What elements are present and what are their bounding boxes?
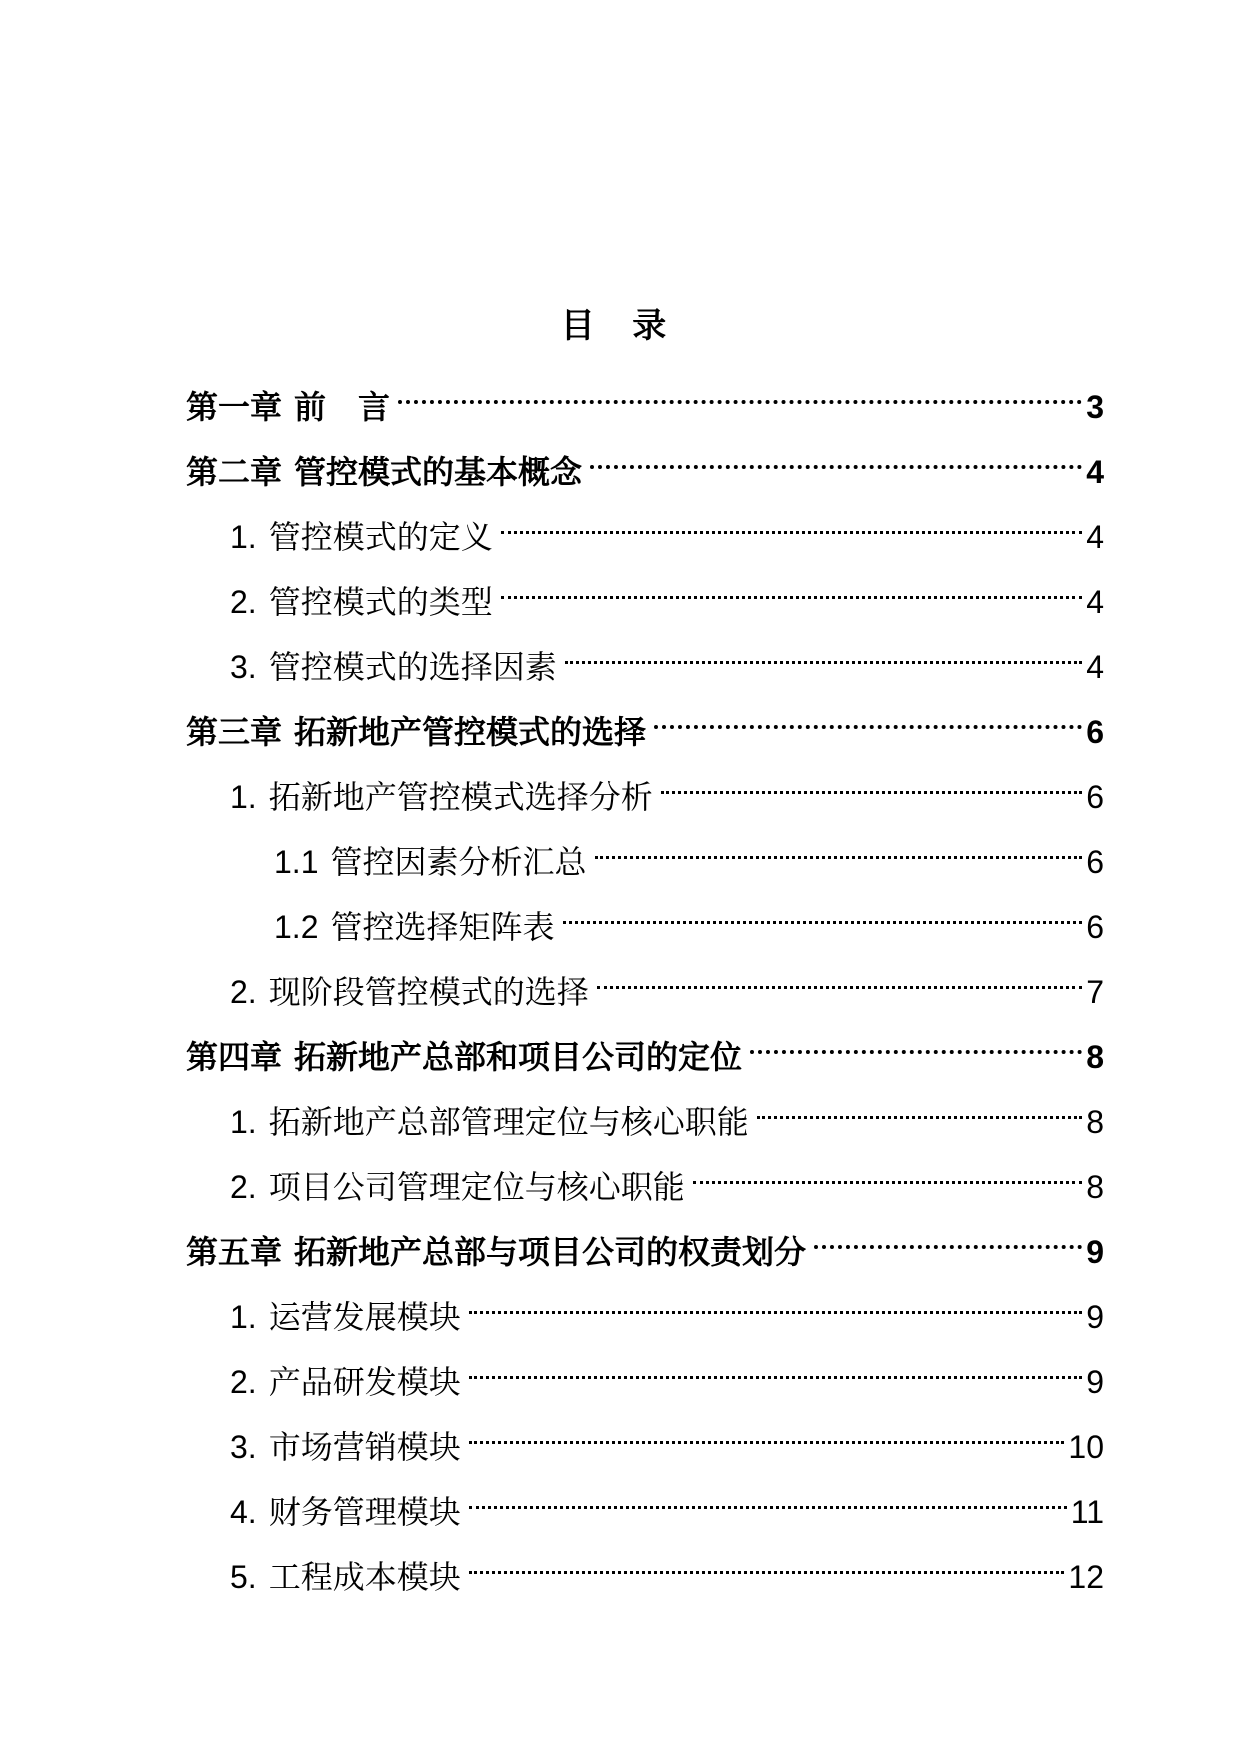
toc-entry-heading	[230, 509, 501, 565]
toc-page-number: 6	[1086, 909, 1104, 945]
toc-entry-number: 2.	[230, 974, 257, 1010]
toc-dot-leader	[590, 427, 1082, 483]
toc-page-number: 10	[1068, 1429, 1104, 1465]
toc-entry-number: 2.	[230, 1169, 257, 1205]
toc-page-number: 4	[1086, 454, 1104, 490]
toc-entry-title: 管控因素分析汇总	[330, 844, 587, 880]
toc-entry-heading	[230, 1289, 469, 1345]
toc-entry-level-2[interactable]	[186, 1272, 1104, 1337]
toc-entry-heading	[230, 1549, 469, 1605]
toc-entry-level-2[interactable]	[186, 1402, 1104, 1467]
toc-entry-number: 5.	[230, 1559, 257, 1595]
toc-entry-number: 3.	[230, 649, 257, 685]
toc-dot-leader	[693, 1142, 1083, 1198]
toc-entry-title: 运营发展模块	[268, 1299, 461, 1335]
toc-entry-level-2[interactable]	[186, 557, 1104, 622]
toc-entry-heading	[274, 899, 563, 955]
toc-entry-title: 工程成本模块	[268, 1559, 461, 1595]
toc-entry-number: 1.	[230, 1299, 257, 1335]
toc-entry-title: 拓新地产总部管理定位与核心职能	[268, 1104, 749, 1140]
toc-page-number: 4	[1086, 584, 1104, 620]
toc-entry-heading	[230, 1159, 693, 1215]
toc-entry-title: 管控模式的基本概念	[294, 454, 583, 490]
toc-dot-leader	[398, 362, 1082, 418]
toc-entry-number: 第二章	[186, 454, 283, 490]
toc-dot-leader	[814, 1207, 1082, 1263]
toc-entry-heading	[230, 1484, 469, 1540]
toc-page-number: 8	[1086, 1039, 1104, 1075]
toc-entry-heading	[230, 574, 501, 630]
toc-page-number: 4	[1086, 649, 1104, 685]
toc-entry-number: 第四章	[186, 1039, 283, 1075]
toc-page-number: 6	[1086, 714, 1104, 750]
toc-entry-title: 管控模式的定义	[268, 519, 493, 555]
toc-dot-leader	[595, 817, 1083, 873]
toc-dot-leader	[757, 1077, 1083, 1133]
toc-dot-leader	[750, 1012, 1082, 1068]
toc-entry-number: 1.	[230, 779, 257, 815]
toc-entry-heading	[186, 379, 398, 435]
toc-entry-heading	[230, 1354, 469, 1410]
toc-entry-title: 管控模式的类型	[268, 584, 493, 620]
toc-entry-level-2[interactable]	[186, 947, 1104, 1012]
toc-entry-title: 财务管理模块	[268, 1494, 461, 1530]
toc-entry-number: 2.	[230, 584, 257, 620]
toc-page-number: 12	[1068, 1559, 1104, 1595]
toc-entry-level-2[interactable]	[186, 1142, 1104, 1207]
toc-page-number: 7	[1086, 974, 1104, 1010]
toc-entry-number: 1.	[230, 519, 257, 555]
toc-entry-heading	[230, 1419, 469, 1475]
toc-entry-title: 拓新地产管控模式的选择	[294, 714, 647, 750]
toc-entry-title: 前 言	[294, 389, 391, 425]
toc-entry-level-2[interactable]	[186, 1337, 1104, 1402]
toc-entry-title: 市场营销模块	[268, 1429, 461, 1465]
toc-entry-number: 1.	[230, 1104, 257, 1140]
toc-entry-number: 1.1	[274, 844, 319, 880]
toc-entry-title: 现阶段管控模式的选择	[268, 974, 589, 1010]
toc-dot-leader	[654, 687, 1082, 743]
toc-entry-heading	[230, 964, 597, 1020]
toc-entry-level-3[interactable]	[186, 817, 1104, 882]
toc-entry-heading	[230, 639, 565, 695]
toc-entry-level-1[interactable]	[186, 427, 1104, 492]
toc-dot-leader	[469, 1337, 1083, 1393]
table-of-contents	[186, 362, 1104, 1597]
toc-entry-number: 3.	[230, 1429, 257, 1465]
toc-dot-leader	[469, 1402, 1065, 1458]
toc-page-number: 6	[1086, 844, 1104, 880]
toc-entry-heading	[274, 834, 595, 890]
toc-page-number: 8	[1086, 1169, 1104, 1205]
toc-page-number: 9	[1086, 1299, 1104, 1335]
toc-entry-title: 管控模式的选择因素	[268, 649, 557, 685]
toc-entry-number: 第三章	[186, 714, 283, 750]
toc-entry-title: 拓新地产总部和项目公司的定位	[294, 1039, 743, 1075]
toc-entry-level-3[interactable]	[186, 882, 1104, 947]
toc-dot-leader	[469, 1532, 1065, 1588]
toc-entry-level-2[interactable]	[186, 1532, 1104, 1597]
toc-entry-title: 拓新地产总部与项目公司的权责划分	[294, 1234, 807, 1270]
toc-entry-level-1[interactable]	[186, 1012, 1104, 1077]
toc-page-number: 4	[1086, 519, 1104, 555]
toc-entry-level-1[interactable]	[186, 687, 1104, 752]
toc-entry-title: 管控选择矩阵表	[330, 909, 555, 945]
toc-entry-level-2[interactable]	[186, 622, 1104, 687]
toc-page-number: 11	[1070, 1494, 1104, 1530]
toc-entry-level-2[interactable]	[186, 492, 1104, 557]
toc-entry-title: 拓新地产管控模式选择分析	[268, 779, 653, 815]
toc-entry-number: 第一章	[186, 389, 283, 425]
toc-dot-leader	[563, 882, 1083, 938]
toc-dot-leader	[501, 557, 1083, 613]
toc-page-number: 6	[1086, 779, 1104, 815]
toc-page-number: 9	[1086, 1234, 1104, 1270]
toc-title: 目 录	[560, 307, 681, 345]
toc-dot-leader	[501, 492, 1083, 548]
toc-entry-level-2[interactable]	[186, 752, 1104, 817]
toc-entry-number: 4.	[230, 1494, 257, 1530]
toc-entry-title: 产品研发模块	[268, 1364, 461, 1400]
toc-page-number: 9	[1086, 1364, 1104, 1400]
toc-dot-leader	[597, 947, 1083, 1003]
toc-entry-heading	[230, 1094, 757, 1150]
toc-entry-level-2[interactable]	[186, 1077, 1104, 1142]
toc-dot-leader	[661, 752, 1083, 808]
toc-entry-heading	[186, 1029, 750, 1085]
toc-entry-number: 2.	[230, 1364, 257, 1400]
toc-page-number: 3	[1086, 389, 1104, 425]
toc-entry-level-1[interactable]	[186, 362, 1104, 427]
toc-entry-number: 第五章	[186, 1234, 283, 1270]
toc-dot-leader	[469, 1467, 1067, 1523]
toc-entry-level-1[interactable]	[186, 1207, 1104, 1272]
toc-entry-title: 项目公司管理定位与核心职能	[268, 1169, 685, 1205]
toc-dot-leader	[565, 622, 1083, 678]
toc-entry-heading	[186, 704, 654, 760]
toc-dot-leader	[469, 1272, 1083, 1328]
toc-entry-number: 1.2	[274, 909, 319, 945]
toc-entry-level-2[interactable]	[186, 1467, 1104, 1532]
toc-page-number: 8	[1086, 1104, 1104, 1140]
